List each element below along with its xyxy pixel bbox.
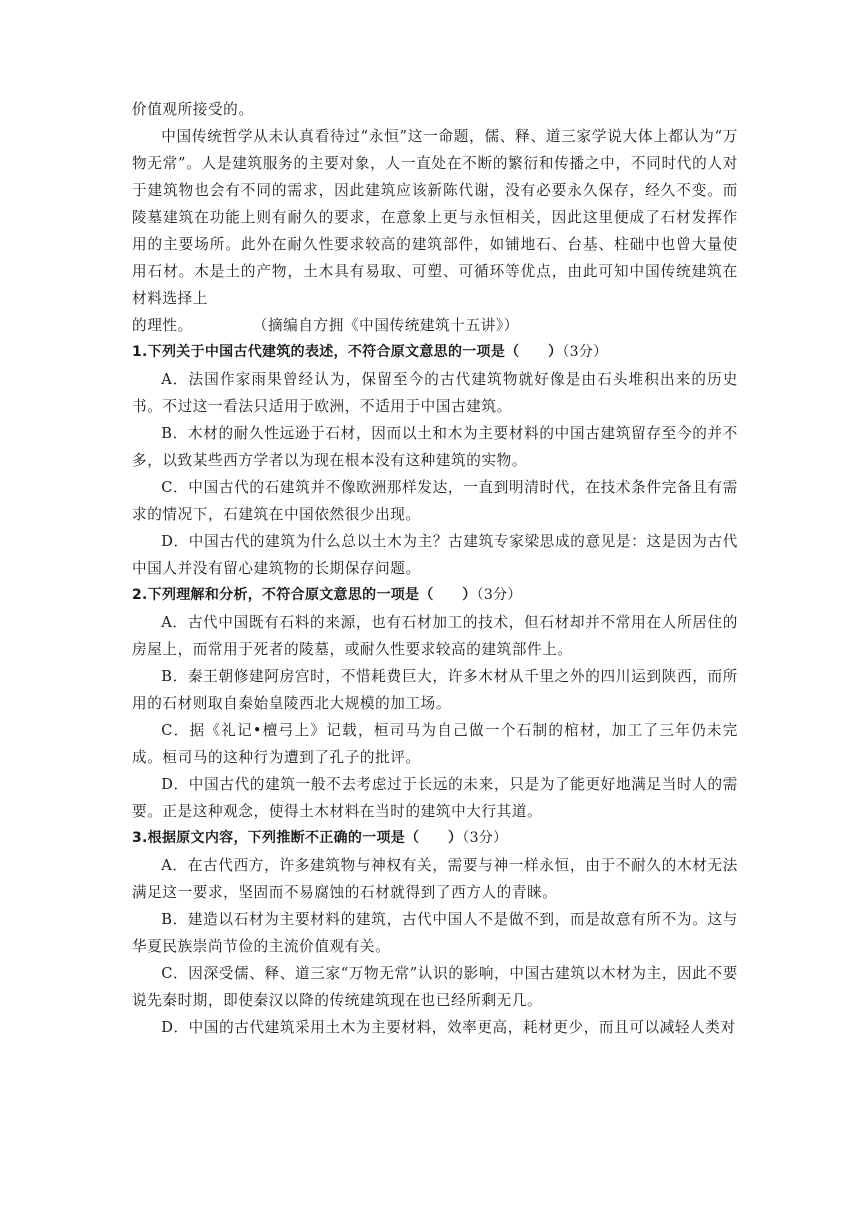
document-page [132, 96, 738, 1041]
question-2-option-a: A．古代中国既有石料的来源，也有石材加工的技术，但石材却并不常用在人所居住的房屋上，而常用于死者的陵墓，或耐久性要求较高的建筑部件上。 [132, 614, 738, 658]
question-3-stem [132, 825, 738, 852]
question-3-score: （3分） [462, 830, 508, 846]
passage-paragraph-2-text: 中国传统哲学从未认真看待过“永恒”这一命题，儒、释、道三家学说大体上都认为“万物无常”。人是建筑服务的主要对象，人一直处在不断的繁衍和传播之中，不同时代的人对于建筑物也会有不同的需求，因此建筑应该新陈代谢，没有必要永久保存，经久不变。而陵墓建筑在功能上则有耐久的要求，在意象上更与永恒相关，因此这里便成了石材发挥作用的主要场所。此外在耐久性要求较高的建筑部件，如铺地石、台基、柱础中也曾大量使用石材。木是土的产物，土木具有易取、可塑、可循环等优点，由此可知中国传统建筑在材料选择上 [132, 128, 738, 307]
question-2-text: 2.下列理解和分析，不符合原文意思的一项是（ ） [132, 587, 477, 603]
question-2-option-d: D．中国古代的建筑一般不去考虑过于长远的未来，只是为了能更好地满足当时人的需要。正是这种观念，使得土木材料在当时的建筑中大行其道。 [132, 776, 738, 820]
question-1-option-a: A．法国作家雨果曾经认为，保留至今的古代建筑物就好像是由石头堆积出来的历史书。不过这一看法只适用于欧洲，不适用于中国古建筑。 [132, 371, 738, 415]
passage-last-line [132, 312, 738, 339]
question-3-option-a: A．在古代西方，许多建筑物与神权有关，需要与神一样永恒，由于不耐久的木材无法满足这一要求，坚固而不易腐蚀的石材就得到了西方人的青睐。 [132, 857, 738, 901]
question-1-option-c: C．中国古代的石建筑并不像欧洲那样发达，一直到明清时代，在技术条件完备且有需求的情况下，石建筑在中国依然很少出现。 [132, 479, 738, 523]
question-1-score: （3分） [562, 344, 608, 360]
question-1-option-b: B．木材的耐久性远逊于石材，因而以土和木为主要材料的中国古建筑留存至今的并不多，以致某些西方学者以为现在根本没有这种建筑的实物。 [132, 425, 738, 469]
passage-paragraph-2 [132, 123, 738, 312]
question-1-stem [132, 339, 738, 366]
question-1-text: 1.下列关于中国古代建筑的表述，不符合原文意思的一项是（ ） [132, 344, 563, 360]
question-3-text: 3.根据原文内容，下列推断不正确的一项是（ ） [132, 830, 463, 846]
question-1-option-d: D．中国古代的建筑为什么总以土木为主？古建筑专家梁思成的意见是：这是因为古代中国人并没有留心建筑物的长期保存问题。 [132, 533, 738, 577]
passage-paragraph-1: 价值观所接受的。 [132, 101, 254, 118]
passage-paragraph-2-end: 的理性。 [132, 317, 193, 334]
passage-source-citation: （摘编自方拥《中国传统建筑十五讲》） [252, 317, 519, 334]
question-3-option-b: B．建造以石材为主要材料的建筑，古代中国人不是做不到，而是故意有所不为。这与华夏民族崇尚节俭的主流价值观有关。 [132, 911, 738, 955]
question-2-stem [132, 582, 738, 609]
question-3-option-d: D．中国的古代建筑采用土木为主要材料，效率更高，耗材更少，而且可以减轻人类对 [161, 1019, 736, 1036]
question-2-option-b: B．秦王朝修建阿房宫时，不惜耗费巨大，许多木材从千里之外的四川运到陕西，而所用的石材则取自秦始皇陵西北大规模的加工场。 [132, 668, 738, 712]
question-2-score: （3分） [476, 587, 522, 603]
question-3-option-c: C．因深受儒、释、道三家“万物无常”认识的影响，中国古建筑以木材为主，因此不要说先秦时期，即使秦汉以降的传统建筑现在也已经所剩无几。 [132, 965, 738, 1009]
question-2-option-c: C．据《礼记•檀弓上》记载，桓司马为自己做一个石制的棺材，加工了三年仍未完成。桓司马的这种行为遭到了孔子的批评。 [132, 722, 738, 766]
